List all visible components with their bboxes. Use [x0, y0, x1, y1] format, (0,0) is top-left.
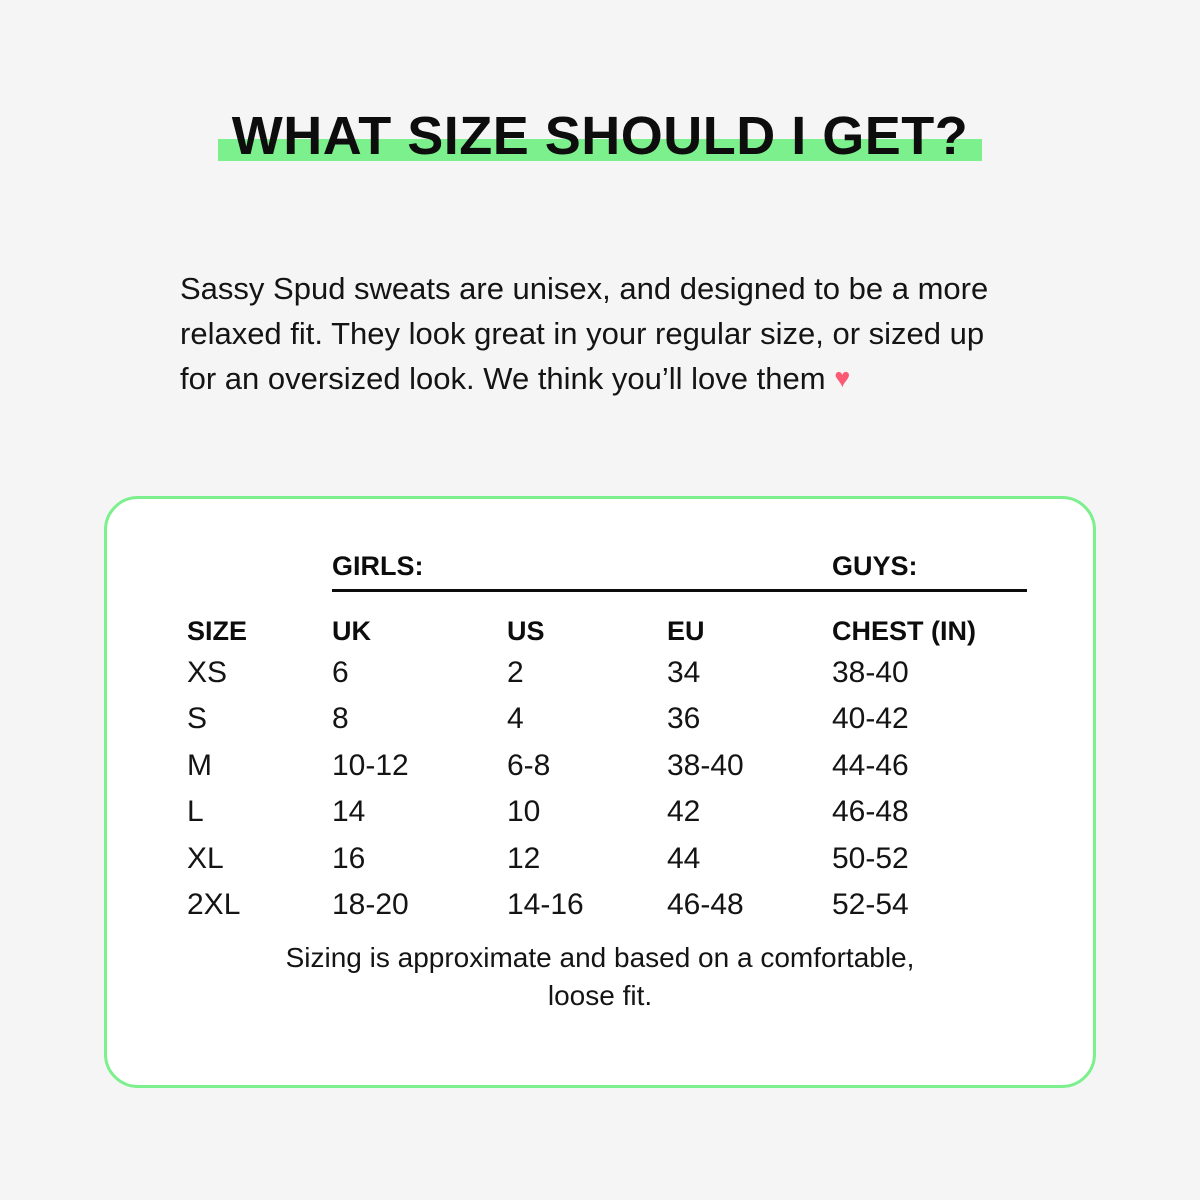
cell-us: 2	[507, 656, 524, 689]
table-row	[187, 881, 1027, 927]
page-title	[0, 108, 1200, 165]
cell-eu: 38-40	[667, 748, 744, 782]
cell-eu: 36	[667, 702, 701, 736]
table-row	[187, 695, 1027, 741]
column-header-chest: CHEST (IN)	[832, 616, 976, 646]
cell-chest: 44-46	[832, 748, 909, 782]
cell-us: 14-16	[507, 887, 584, 921]
column-header-eu: EU	[667, 616, 705, 646]
cell-eu: 42	[667, 795, 701, 829]
cell-size: M	[187, 748, 212, 782]
page-title-text: WHAT SIZE SHOULD I GET?	[231, 106, 969, 166]
cell-uk: 18-20	[332, 887, 409, 921]
table-row	[187, 649, 1027, 695]
cell-chest: 38-40	[832, 656, 909, 689]
cell-chest: 52-54	[832, 887, 909, 921]
heart-icon: ♥	[834, 362, 851, 393]
group-header-guys: GUYS:	[832, 551, 1027, 592]
cell-chest: 50-52	[832, 841, 909, 875]
column-header-us: US	[507, 616, 545, 646]
cell-uk: 8	[332, 702, 349, 736]
table-row	[187, 788, 1027, 834]
column-header-uk: UK	[332, 616, 371, 646]
intro-paragraph	[180, 267, 1025, 402]
cell-size: S	[187, 702, 208, 736]
cell-us: 10	[507, 795, 541, 829]
table-group-header-row	[187, 551, 1027, 592]
cell-uk: 16	[332, 841, 366, 875]
cell-us: 6-8	[507, 748, 551, 782]
cell-size: 2XL	[187, 887, 241, 921]
size-table	[187, 551, 1027, 927]
cell-chest: 40-42	[832, 702, 909, 736]
cell-size: XS	[187, 656, 228, 689]
cell-uk: 10-12	[332, 748, 409, 782]
column-header-size: SIZE	[187, 616, 248, 646]
cell-chest: 46-48	[832, 795, 909, 829]
cell-eu: 46-48	[667, 887, 744, 921]
table-row	[187, 835, 1027, 881]
cell-size: L	[187, 795, 204, 829]
group-header-spacer	[187, 551, 332, 592]
table-row	[187, 742, 1027, 788]
cell-us: 4	[507, 702, 524, 736]
cell-eu: 34	[667, 656, 701, 689]
cell-us: 12	[507, 841, 541, 875]
cell-uk: 14	[332, 795, 366, 829]
intro-text: Sassy Spud sweats are unisex, and designed to be a more relaxed fit. They look great in your regular size, or sized up for an oversized look. We think you’ll love them	[180, 271, 989, 396]
size-chart-card	[104, 496, 1096, 1088]
cell-uk: 6	[332, 656, 349, 689]
sizing-note: Sizing is approximate and based on a comfortable, loose fit.	[285, 942, 915, 1011]
cell-eu: 44	[667, 841, 701, 875]
cell-size: XL	[187, 841, 224, 875]
table-column-header-row	[187, 600, 1027, 649]
group-header-girls: GIRLS:	[332, 551, 832, 592]
page-title-inner	[218, 108, 982, 165]
